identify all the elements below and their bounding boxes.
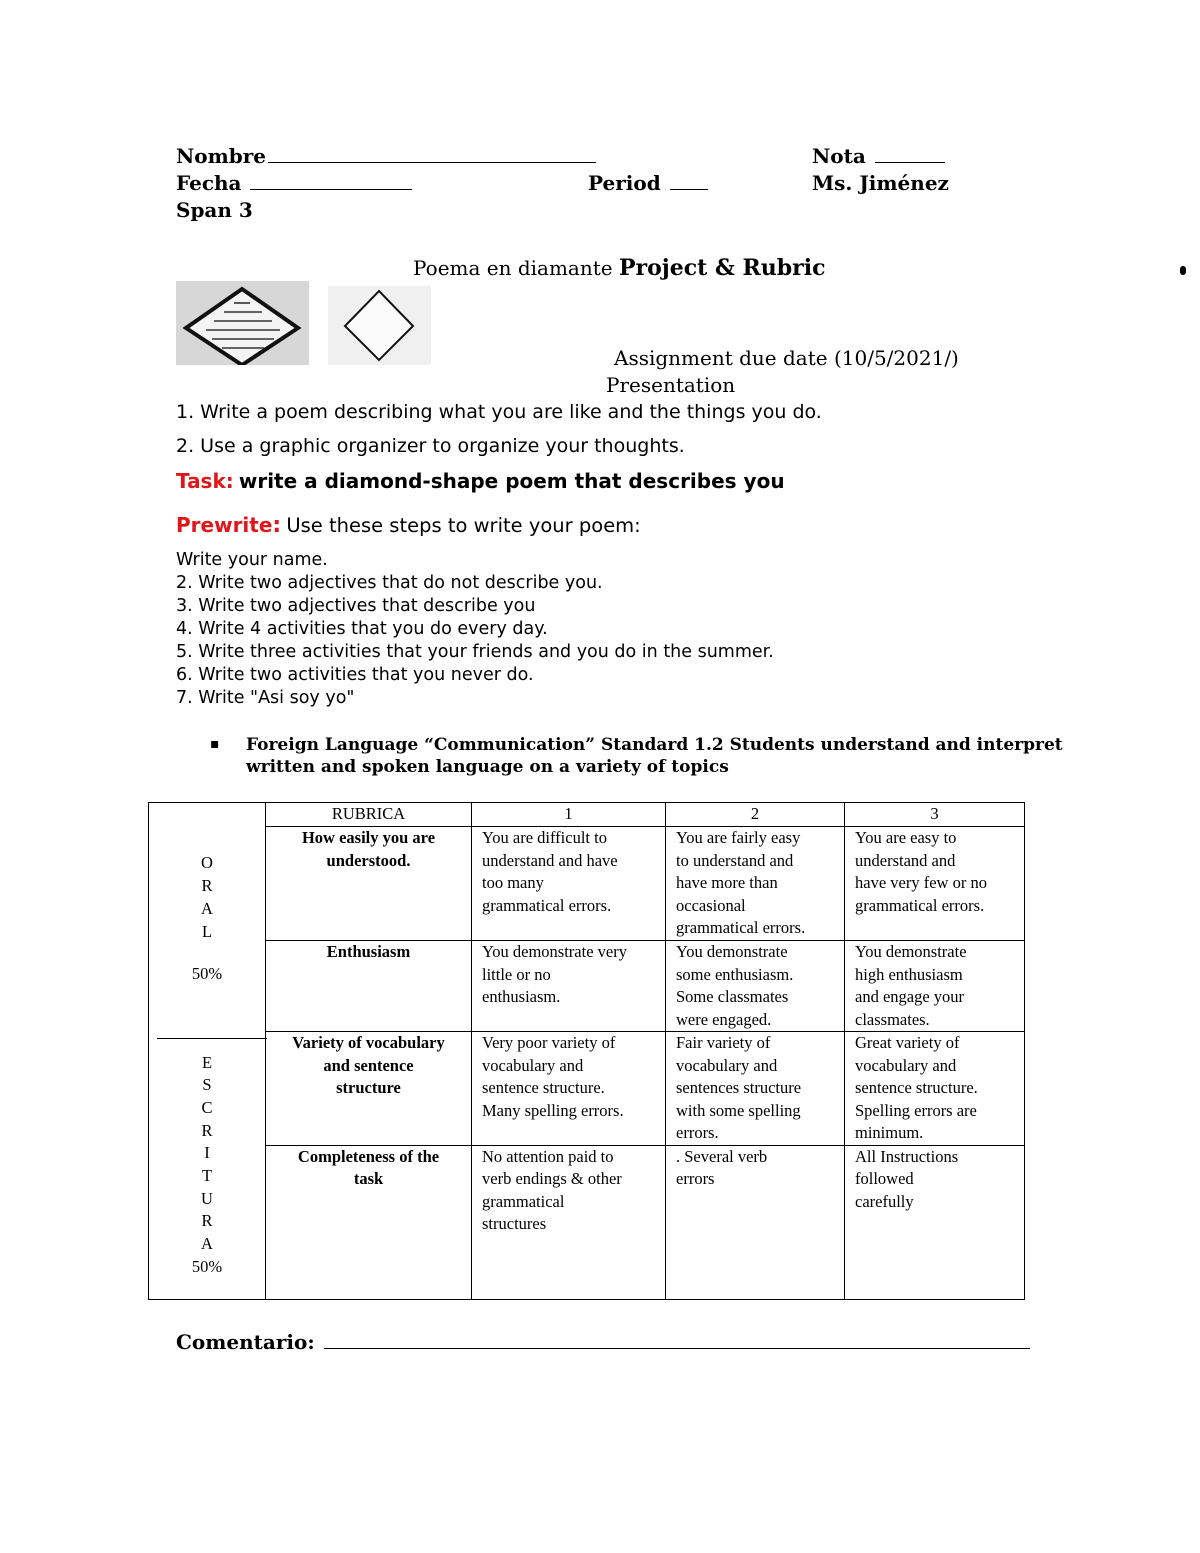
escritura-letter: R	[201, 1120, 213, 1140]
prewrite-colon: :	[272, 513, 282, 538]
name-field	[176, 144, 596, 168]
period-blank[interactable]	[670, 171, 708, 190]
score-1-cell: You demonstrate very little or no enthusiasm.	[472, 941, 666, 1032]
page-title	[413, 255, 825, 281]
prewrite-line	[176, 513, 641, 538]
score-1-cell: No attention paid to verb endings & other grammatical structures	[472, 1145, 666, 1299]
criterion-cell: Enthusiasm	[266, 941, 472, 1032]
comment-label: Comentario:	[176, 1330, 315, 1354]
oral-letter: L	[201, 922, 213, 941]
criterion-cell: Completeness of the task	[266, 1145, 472, 1299]
escritura-percent: 50%	[191, 1256, 223, 1276]
instruction-1: 1. Write a poem describing what you are like and the things you do.	[176, 401, 822, 423]
oral-letter: O	[201, 853, 213, 872]
instruction-2: 2. Use a graphic organizer to organize your thoughts.	[176, 435, 685, 457]
escritura-letter: E	[201, 1052, 213, 1072]
comment-field	[176, 1330, 1030, 1354]
list-item: 2. Write two adjectives that do not describe you.	[176, 573, 603, 593]
score-2-cell: You are fairly easy to understand and have more than occasional grammatical errors.	[666, 827, 845, 941]
score-1-cell: Very poor variety of vocabulary and sentence structure. Many spelling errors.	[472, 1032, 666, 1146]
list-item: 7. Write "Asi soy yo"	[176, 688, 355, 708]
criterion-cell: How easily you are understood.	[266, 827, 472, 941]
task-line	[176, 469, 785, 493]
task-label: Task:	[176, 469, 234, 493]
score-3-cell: You are easy to understand and have very few or no grammatical errors.	[845, 827, 1025, 941]
table-row	[149, 1145, 1025, 1299]
score-2-cell: You demonstrate some enthusiasm. Some classmates were engaged.	[666, 941, 845, 1032]
prewrite-text: Use these steps to write your poem:	[286, 514, 641, 537]
diamond-poem-example-image	[176, 281, 309, 365]
section-divider	[157, 1038, 267, 1039]
date-label: Fecha	[176, 171, 242, 195]
title-prefix: Poema en diamante	[413, 256, 613, 280]
prewrite-label: Prewrite	[176, 513, 273, 537]
score-2-cell: . Several verb errors	[666, 1145, 845, 1299]
escritura-letter: I	[204, 1143, 210, 1163]
table-header-row	[149, 803, 1025, 827]
header-cell: RUBRICA	[266, 803, 472, 827]
task-text: write a diamond-shape poem that describes you	[238, 469, 785, 493]
title-main: Project & Rubric	[618, 255, 826, 281]
standard-line-2: written and spoken language on a variety of topics	[246, 757, 729, 777]
score-1-cell: You are difficult to understand and have too many grammatical errors.	[472, 827, 666, 941]
oral-percent: 50%	[191, 964, 223, 983]
table-row	[149, 827, 1025, 941]
oral-letter: A	[201, 899, 213, 918]
name-label: Nombre	[176, 144, 267, 168]
period-field	[588, 171, 708, 195]
comment-blank[interactable]	[324, 1330, 1030, 1349]
escritura-letter: R	[201, 1211, 213, 1231]
grade-blank[interactable]	[875, 144, 945, 163]
escritura-letter: T	[201, 1166, 213, 1186]
escritura-section	[149, 1032, 266, 1300]
date-field	[176, 171, 412, 195]
prewrite-steps	[176, 549, 774, 710]
date-blank[interactable]	[250, 171, 412, 190]
standard-line-1: Foreign Language “Communication” Standard 1.2 Students understand and interpret	[246, 735, 1063, 755]
standard-text	[246, 734, 1063, 778]
score-3-cell: You demonstrate high enthusiasm and engage your classmates.	[845, 941, 1025, 1032]
oral-letter: R	[201, 876, 213, 895]
list-item: 4. Write 4 activities that you do every day.	[176, 619, 548, 639]
grade-field	[812, 144, 945, 168]
list-item: 3. Write two adjectives that describe you	[176, 596, 536, 616]
header-cell: 1	[472, 803, 666, 827]
table-row	[149, 941, 1025, 1032]
oral-section	[149, 803, 266, 1032]
period-label: Period	[588, 171, 661, 195]
list-item: Write your name.	[176, 550, 328, 570]
escritura-letter: C	[201, 1097, 213, 1117]
list-item: 6. Write two activities that you never do.	[176, 665, 534, 685]
diamond-shape-image	[328, 286, 431, 365]
header-cell: 3	[845, 803, 1025, 827]
score-2-cell: Fair variety of vocabulary and sentences structure with some spelling errors.	[666, 1032, 845, 1146]
teacher-name: Ms. Jiménez	[812, 171, 949, 195]
grade-label: Nota	[812, 144, 866, 168]
course-name: Span 3	[176, 198, 253, 222]
due-date: Assignment due date (10/5/2021/)	[614, 346, 959, 370]
presentation-label: Presentation	[606, 373, 736, 397]
escritura-letter: S	[202, 1075, 212, 1095]
header-cell: 2	[666, 803, 845, 827]
table-row	[149, 1032, 1025, 1146]
name-blank[interactable]	[268, 144, 596, 163]
score-3-cell: All Instructions followed carefully	[845, 1145, 1025, 1299]
score-3-cell: Great variety of vocabulary and sentence structure. Spelling errors are minimum.	[845, 1032, 1025, 1146]
criterion-cell: Variety of vocabulary and sentence structure	[266, 1032, 472, 1146]
stray-mark	[1180, 266, 1186, 275]
escritura-letter: A	[201, 1234, 213, 1254]
rubric-table	[148, 802, 1025, 1300]
bullet-icon: ▪	[210, 736, 220, 752]
list-item: 5. Write three activities that your friends and you do in the summer.	[176, 642, 774, 662]
escritura-letter: U	[201, 1188, 213, 1208]
